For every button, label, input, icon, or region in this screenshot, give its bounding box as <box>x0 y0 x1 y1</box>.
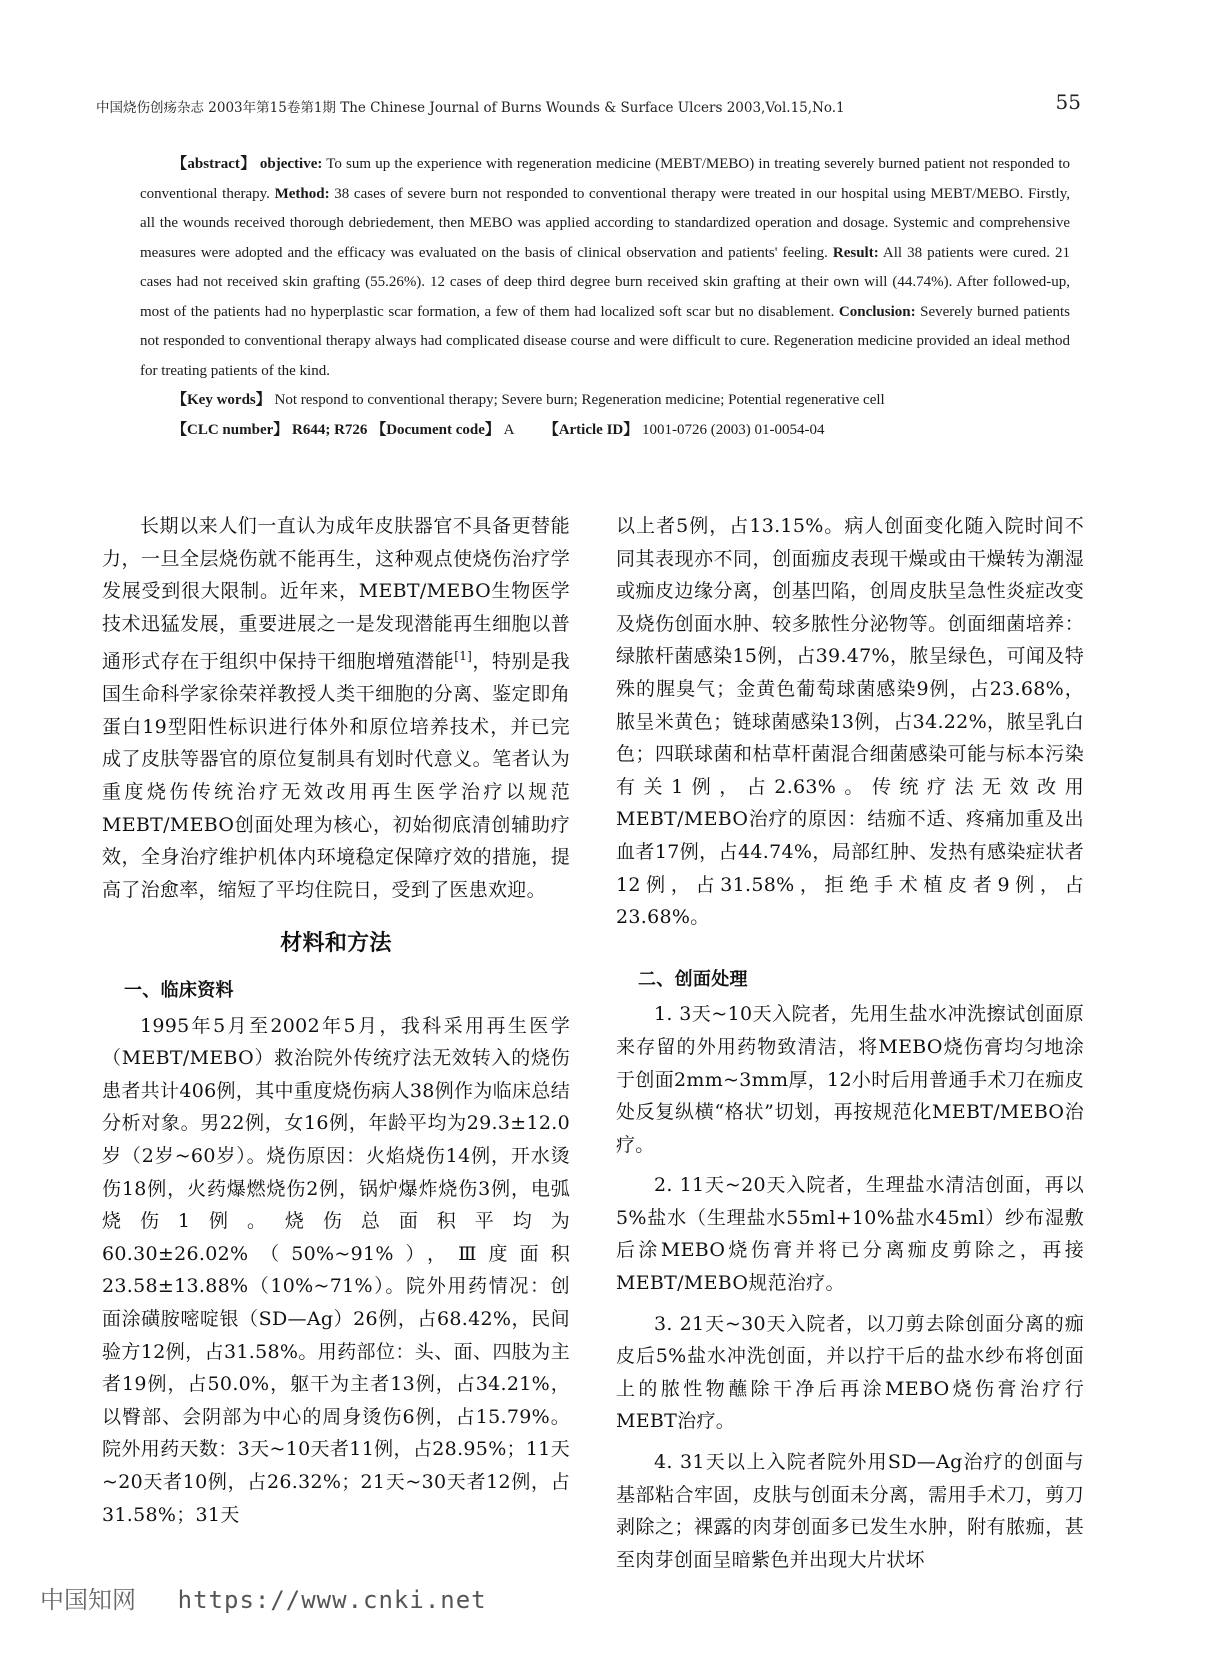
left-column <box>102 510 570 1531</box>
intro-paragraph <box>102 510 570 906</box>
abstract-block <box>140 150 1070 445</box>
running-header <box>96 90 1081 116</box>
conclusion-text: Severely burned patients not responded to conventional therapy always had complicated disease course and were difficult to cure. Regeneration medicine provided an ideal method for treating patients of the kind. <box>140 303 1070 379</box>
page-number: 55 <box>1055 90 1081 114</box>
treatment-item-4: 4. 31天以上入院者院外用SD—Ag治疗的创面与基部粘合牢固，皮肤与创面未分离，需用手术刀，剪刀剥除之；裸露的肉芽创面多已发生水肿，附有脓痂，甚至肉芽创面呈暗紫色并出现大片状坏 <box>616 1451 1084 1571</box>
classification-line <box>140 416 1070 446</box>
article-id-text: 1001-0726 (2003) 01-0054-04 <box>638 421 825 438</box>
subsection-clinical-title: 一、临床资料 <box>124 980 234 1002</box>
conclusion-label: Conclusion: <box>838 303 916 320</box>
intro-text-b: ，特别是我国生命科学家徐荣祥教授人类干细胞的分离、鉴定即角蛋白19型阳性标识进行体外和原位培养技术，并已完成了皮肤等器官的原位复制具有划时代意义。笔者认为重度烧伤传统治疗无效改用再生医学治疗以规范MEBT/MEBO创面处理为核心，初始彻底清创辅助疗效，全身治疗维护机体内环境稳定保障疗效的措施，提高了治愈率，缩短了平均住院日，受到了医患欢迎。 <box>102 650 570 901</box>
treatment-item-2: 2. 11天~20天入院者，生理盐水清洁创面，再以5%盐水（生理盐水55ml+10%盐水45ml）纱布湿敷后涂MEBO烧伤膏并将已分离痂皮剪除之，再接MEBT/MEBO规范治疗。 <box>616 1174 1084 1295</box>
doc-code-text: A <box>499 421 514 438</box>
intro-text-a: 长期以来人们一直认为成年皮肤器官不具备更替能力，一旦全层烧伤就不能再生，这种观点使烧伤治疗学发展受到很大限制。近年来，MEBT/MEBO生物医学技术迅猛发展，重要进展之一是发现潜能再生细胞以普通形式存在于组织中保持干细胞增殖潜能 <box>102 515 570 673</box>
objective-text: To sum up the experience with regeneration medicine (MEBT/MEBO) in treating severely burned patient not responded to conventional therapy. <box>140 156 1070 202</box>
abstract-paragraph <box>140 150 1070 386</box>
objective-label: objective: <box>259 156 323 172</box>
result-text: All 38 patients were cured. 21 cases had not received skin grafting (55.26%). 12 cases of deep third degree burn received skin grafting at their own will (44.74%). After followed-up, most of the patients had no hyperplastic scar formation, a few of them had localized soft scar but no disablement. <box>140 244 1071 320</box>
watermark-footer <box>40 1580 487 1615</box>
abstract-label: 【abstract】 <box>172 156 256 172</box>
method-text: 38 cases of severe burn not responded to conventional therapy were treated in our hospital using MEBT/MEBO. Firstly, all the wounds received thorough debriedement, then MEBO was applied according to standardized operation and dosage. Systemic and comprehensive measures were adopted and the efficacy was evaluated on the basis of clinical observation and patients' feeling. <box>140 185 1070 261</box>
subsection-wound-title: 二、创面处理 <box>638 968 748 990</box>
method-label: Method: <box>274 185 330 202</box>
keywords-text: Not respond to conventional therapy; Severe burn; Regeneration medicine; Potential regenerative cell <box>270 392 885 408</box>
continued-paragraph: 以上者5例，占13.15%。病人创面变化随入院时间不同其表现亦不同，创面痂皮表现干燥或由干燥转为潮湿或痂皮边缘分离，创基凹陷，创周皮肤呈急性炎症改变及烧伤创面水肿、较多脓性分泌物等。创面细菌培养：绿脓杆菌感染15例，占39.47%，脓呈绿色，可闻及特殊的腥臭气；金黄色葡萄球菌感染9例，占23.68%，脓呈米黄色；链球菌感染13例，占34.22%，脓呈乳白色；四联球菌和枯草杆菌混合细菌感染可能与标本污染有关1例，占2.63%。传统疗法无效改用MEBT/MEBO治疗的原因：结痂不适、疼痛加重及出血者17例，占44.74%，局部红肿、发热有感染症状者12例，占31.58%，拒绝手术植皮者9例，占23.68%。 <box>616 515 1084 929</box>
section-title: 材料和方法 <box>280 931 392 957</box>
cnki-url: https://www.cnki.net <box>177 1586 487 1614</box>
right-column <box>616 510 1084 1576</box>
clc-label: 【CLC number】 <box>172 421 289 438</box>
journal-header: 中国烧伤创疡杂志 2003年第15卷第1期 The Chinese Journal of Burns Wounds & Surface Ulcers 2003,Vol.15,No.1 <box>96 100 845 116</box>
article-id-label: 【Article ID】 <box>543 421 639 438</box>
reference-marker: [1] <box>454 649 473 664</box>
treatment-item-3: 3. 21天~30天入院者，以刀剪去除创面分离的痂皮后5%盐水冲洗创面，并以拧干后的盐水纱布将创面上的脓性物蘸除干净后再涂MEBO烧伤膏治疗行MEBT治疗。 <box>616 1312 1084 1433</box>
result-label: Result: <box>832 244 879 261</box>
doc-code-label: 【Document code】 <box>371 421 500 438</box>
clc-text: R644; R726 <box>288 421 368 438</box>
keywords-label: 【Key words】 <box>172 392 271 408</box>
clinical-paragraph: 1995年5月至2002年5月，我科采用再生医学（MEBT/MEBO）救治院外传统疗法无效转入的烧伤患者共计406例，其中重度烧伤病人38例作为临床总结分析对象。男22例，女16例，年龄平均为29.3±12.0岁（2岁~60岁）。烧伤原因：火焰烧伤14例，开水烫伤18例，火药爆燃烧伤2例，锅炉爆炸烧伤3例，电弧烧伤1例。烧伤总面积平均为60.30±26.02%（50%~91%），Ⅲ度面积23.58±13.88%（10%~71%）。院外用药情况：创面涂磺胺嘧啶银（SD—Ag）26例，占68.42%，民间验方12例，占31.58%。用药部位：头、面、四肢为主者19例，占50.0%，躯干为主者13例，占34.21%，以臀部、会阴部为中心的周身烫伤6例，占15.79%。院外用药天数：3天~10天者11例，占28.95%；11天~20天者10例，占26.32%；21天~30天者12例，占31.58%；31天 <box>102 1014 570 1526</box>
treatment-item-1: 1. 3天~10天入院者，先用生盐水冲洗擦试创面原来存留的外用药物致清洁，将MEBO烧伤膏均匀地涂于创面2mm~3mm厚，12小时后用普通手术刀在痂皮处反复纵横“格状”切划，再按规范化MEBT/MEBO治疗。 <box>616 1003 1084 1156</box>
keywords-line <box>140 386 1070 416</box>
cnki-brand: 中国知网 <box>40 1586 136 1614</box>
